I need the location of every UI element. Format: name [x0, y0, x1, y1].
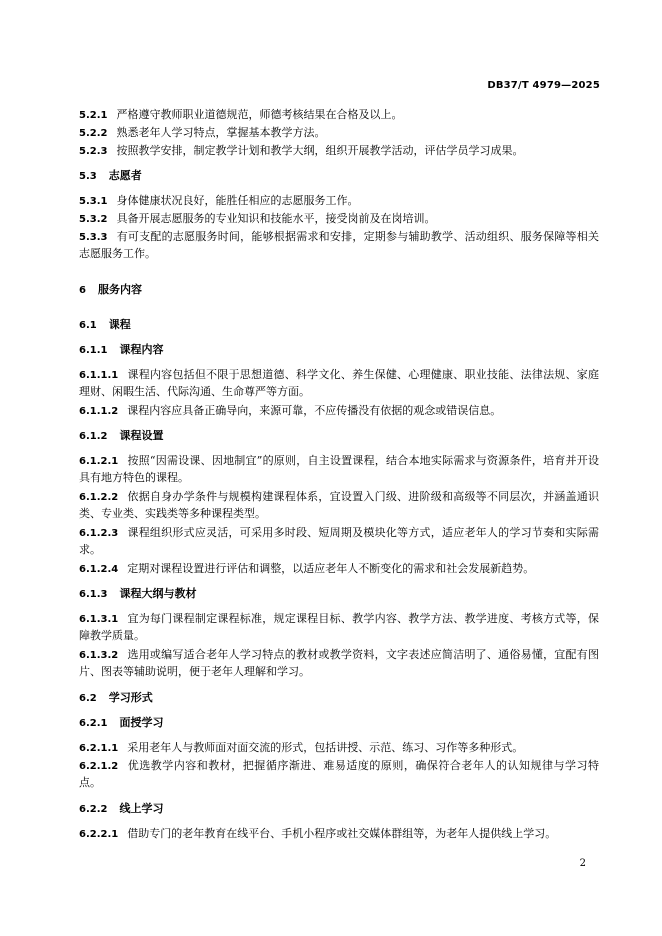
- heading-6-2-2: 6.2.2 线上学习: [79, 802, 164, 815]
- clause-6-1-1-2: 6.1.1.2 课程内容应具备正确导向，来源可靠，不应传播没有依据的观念或错误信息。: [79, 404, 502, 417]
- clause-5-3-2: 5.3.2 具备开展志愿服务的专业知识和技能水平，接受岗前及在岗培训。: [79, 212, 436, 225]
- heading-6-2: 6.2 学习形式: [79, 691, 153, 704]
- clause-5-2-1: 5.2.1 严格遵守教师职业道德规范，师德考核结果在合格及以上。: [79, 108, 403, 121]
- heading-6: 6 服务内容: [79, 283, 142, 296]
- clause-6-1-3-2: 6.1.3.2 选用或编写适合老年人学习特点的教材或教学资料，文字表述应简洁明了、通俗易懂，宜配有图片、图表等辅助说明，便于老年人理解和学习。: [79, 648, 599, 678]
- clause-6-1-2-2: 6.1.2.2 依据自身办学条件与规模构建课程体系，宜设置入门级、进阶级和高级等不同层次，并涵盖通识类、专业类、实践类等多种课程类型。: [79, 490, 599, 520]
- document-code: DB37/T 4979—2025: [487, 80, 600, 91]
- clause-6-1-2-1: 6.1.2.1 按照“因需设课、因地制宜”的原则，自主设置课程，结合本地实际需求与资源条件，培育并开设具有地方特色的课程。: [79, 454, 599, 484]
- clause-6-2-1-2: 6.2.1.2 优选教学内容和教材，把握循序渐进、难易适度的原则，确保符合老年人的认知规律与学习特点。: [79, 759, 599, 789]
- clause-6-1-2-3: 6.1.2.3 课程组织形式应灵活，可采用多时段、短周期及模块化等方式，适应老年人的学习节奏和实际需求。: [79, 526, 599, 556]
- heading-5-3: 5.3 志愿者: [79, 169, 142, 182]
- clause-6-1-3-1: 6.1.3.1 宜为每门课程制定课程标准，规定课程目标、教学内容、教学方法、教学进度、考核方式等，保障教学质量。: [79, 612, 599, 642]
- clause-5-2-3: 5.2.3 按照教学安排，制定教学计划和教学大纲，组织开展教学活动，评估学员学习成果。: [79, 144, 524, 157]
- clause-6-1-1-1: 6.1.1.1 课程内容包括但不限于思想道德、科学文化、养生保健、心理健康、职业技能、法律法规、家庭理财、闲暇生活、代际沟通、生命尊严等方面。: [79, 368, 599, 398]
- clause-5-3-3: 5.3.3 有可支配的志愿服务时间，能够根据需求和安排，定期参与辅助教学、活动组织、服务保障等相关志愿服务工作。: [79, 230, 599, 260]
- heading-6-1-2: 6.1.2 课程设置: [79, 429, 164, 442]
- heading-6-1: 6.1 课程: [79, 318, 131, 331]
- clause-5-2-2: 5.2.2 熟悉老年人学习特点，掌握基本教学方法。: [79, 126, 326, 139]
- heading-6-2-1: 6.2.1 面授学习: [79, 716, 164, 729]
- page-number: 2: [579, 858, 586, 869]
- clause-6-1-2-4: 6.1.2.4 定期对课程设置进行评估和调整，以适应老年人不断变化的需求和社会发展新趋势。: [79, 562, 535, 575]
- clause-6-2-2-1: 6.2.2.1 借助专门的老年教育在线平台、手机小程序或社交媒体群组等，为老年人提供线上学习。: [79, 827, 557, 840]
- clause-6-2-1-1: 6.2.1.1 采用老年人与教师面对面交流的形式，包括讲授、示范、练习、习作等多种形式。: [79, 741, 524, 754]
- heading-6-1-3: 6.1.3 课程大纲与教材: [79, 587, 197, 600]
- heading-6-1-1: 6.1.1 课程内容: [79, 343, 164, 356]
- clause-5-3-1: 5.3.1 身体健康状况良好，能胜任相应的志愿服务工作。: [79, 194, 359, 207]
